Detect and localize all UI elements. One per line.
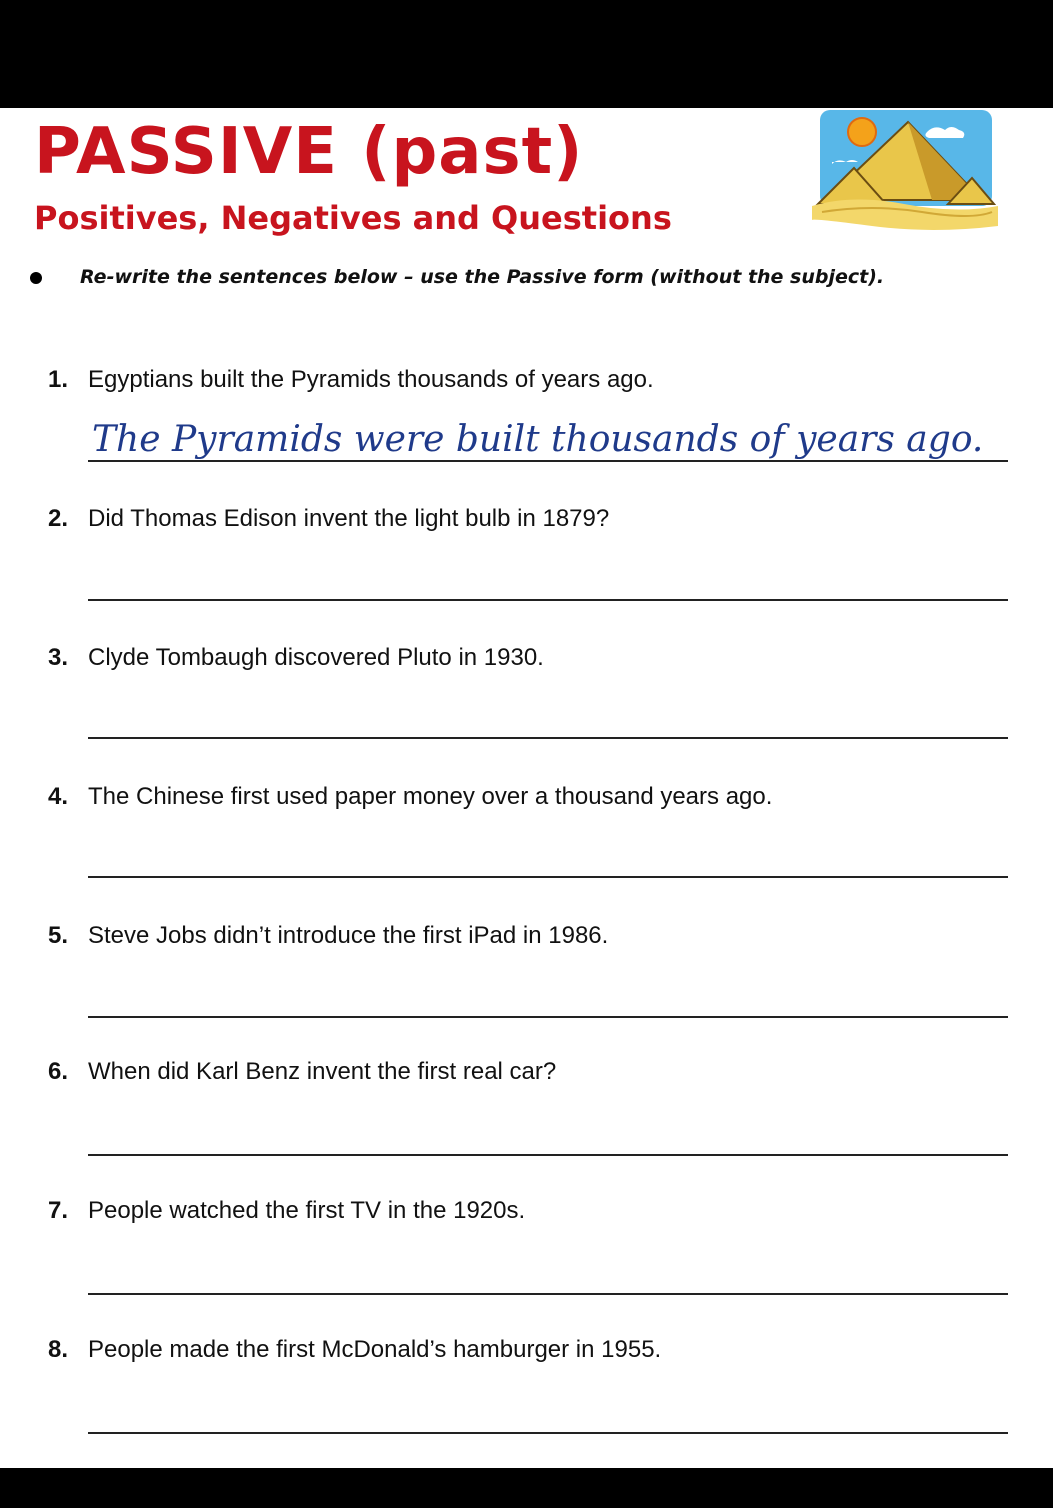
worksheet-title: PASSIVE (past) xyxy=(34,115,584,189)
question-8 xyxy=(48,1338,661,1362)
question-number: 1. xyxy=(48,366,69,393)
question-number: 8. xyxy=(48,1336,69,1363)
bottom-black-bar xyxy=(0,1468,1053,1508)
worksheet-page xyxy=(0,108,1053,1468)
top-black-bar xyxy=(0,0,1053,108)
answer-line-2[interactable] xyxy=(88,599,1008,601)
question-text: Clyde Tombaugh discovered Pluto in 1930. xyxy=(88,644,544,671)
answer-line-1[interactable] xyxy=(88,460,1008,462)
bullet-icon xyxy=(30,272,42,284)
answer-line-3[interactable] xyxy=(88,737,1008,739)
pyramids-desert-icon xyxy=(812,108,998,232)
instruction-text: Re-write the sentences below – use the Passive form (without the subject). xyxy=(80,266,885,288)
question-text: When did Karl Benz invent the first real car? xyxy=(88,1058,557,1085)
question-text: Egyptians built the Pyramids thousands of years ago. xyxy=(88,366,654,393)
question-text: Did Thomas Edison invent the light bulb in 1879? xyxy=(88,505,610,532)
question-3 xyxy=(48,646,544,670)
answer-line-5[interactable] xyxy=(88,1016,1008,1018)
answer-line-8[interactable] xyxy=(88,1432,1008,1434)
question-4 xyxy=(48,785,772,809)
question-number: 4. xyxy=(48,783,69,810)
question-number: 6. xyxy=(48,1058,69,1085)
instruction-row xyxy=(30,266,884,288)
worksheet-subtitle: Positives, Negatives and Questions xyxy=(34,199,672,237)
answer-line-6[interactable] xyxy=(88,1154,1008,1156)
question-2 xyxy=(48,507,609,531)
question-number: 2. xyxy=(48,505,69,532)
question-1 xyxy=(48,368,654,392)
question-5 xyxy=(48,924,608,948)
question-7 xyxy=(48,1199,525,1223)
answer-line-7[interactable] xyxy=(88,1293,1008,1295)
question-text: People watched the first TV in the 1920s. xyxy=(88,1197,526,1224)
question-number: 3. xyxy=(48,644,69,671)
answer-line-4[interactable] xyxy=(88,876,1008,878)
handwritten-answer-1: The Pyramids were built thousands of years ago. xyxy=(92,419,984,460)
question-6 xyxy=(48,1060,556,1084)
question-number: 5. xyxy=(48,922,69,949)
question-text: The Chinese first used paper money over a thousand years ago. xyxy=(88,783,773,810)
question-number: 7. xyxy=(48,1197,69,1224)
question-text: Steve Jobs didn’t introduce the first iPad in 1986. xyxy=(88,922,609,949)
question-text: People made the first McDonald’s hamburger in 1955. xyxy=(88,1336,662,1363)
